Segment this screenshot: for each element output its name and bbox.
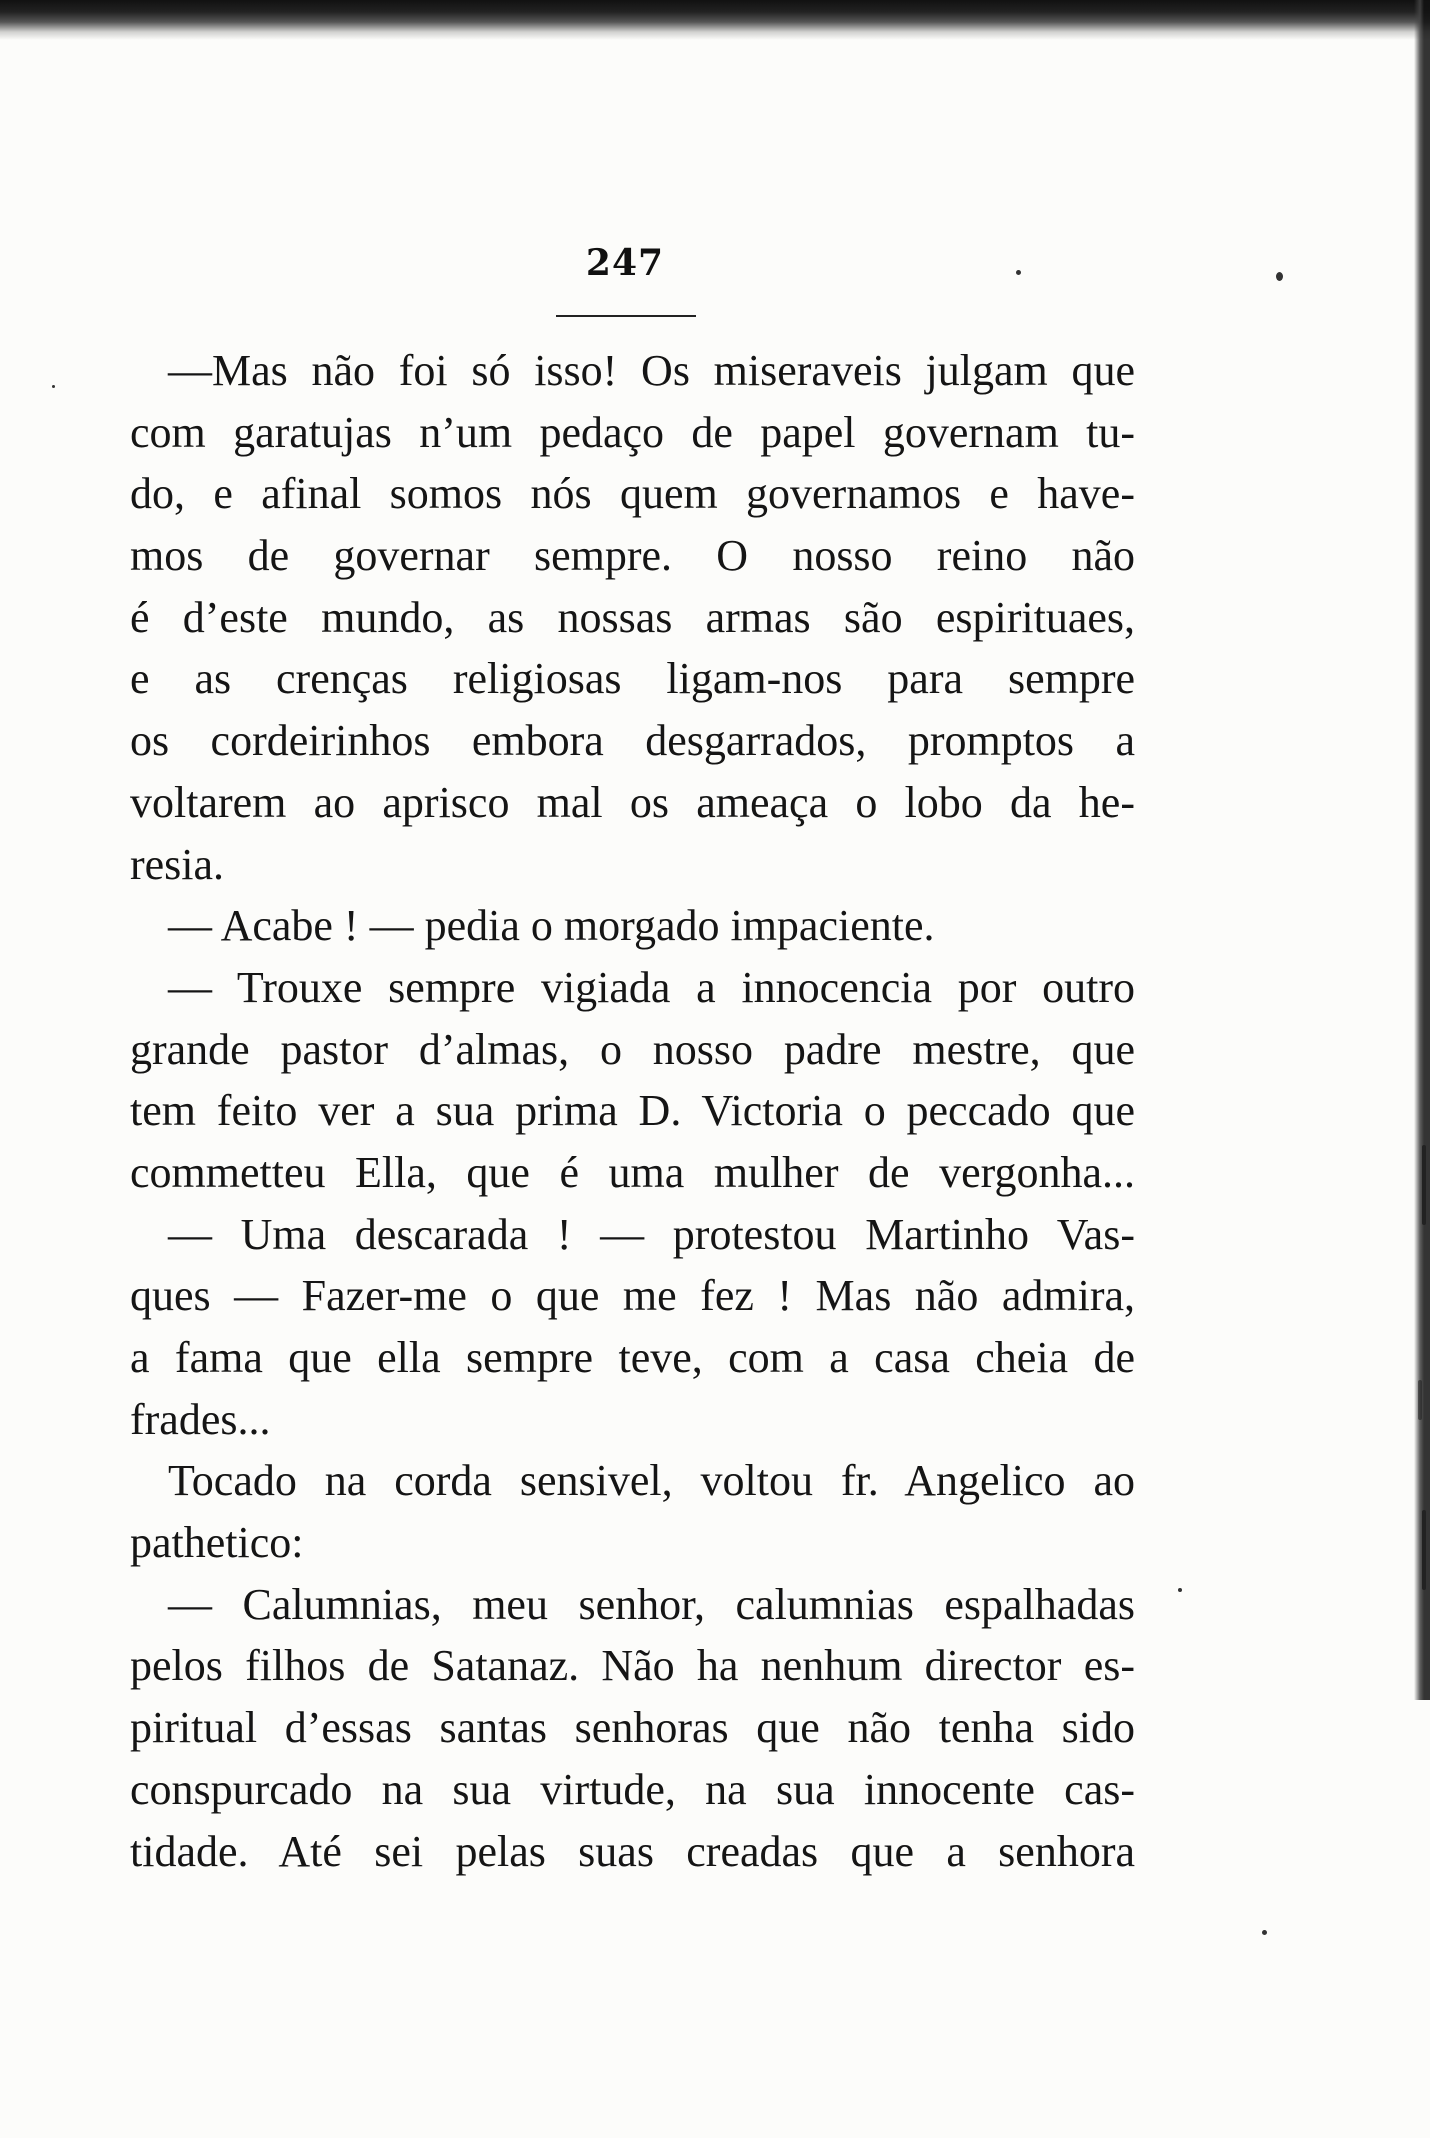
text-line: resia.	[130, 839, 225, 889]
text-line: ques — Fazer-me o que me fez ! Mas não admira,	[130, 1271, 1135, 1321]
text-line: conspurcado na sua virtude, na sua innocente cas-	[130, 1764, 1135, 1814]
text-line: com garatujas n’um pedaço de papel governam tu-	[130, 407, 1135, 457]
text-line: os cordeirinhos embora desgarrados, promptos a	[130, 716, 1135, 766]
text-line: tidade. Até sei pelas suas creadas que a senhora	[130, 1826, 1135, 1876]
ink-speck	[1016, 270, 1021, 275]
text-line: piritual d’essas santas senhoras que não tenha sido	[130, 1703, 1135, 1753]
text-line: grande pastor d’almas, o nosso padre mestre, que	[130, 1024, 1135, 1074]
text-line: — Trouxe sempre vigiada a innocencia por outro	[168, 962, 1135, 1012]
text-line: Tocado na corda sensivel, voltou fr. Angelico ao	[168, 1456, 1135, 1506]
scan-right-edge-shadow	[1414, 0, 1430, 1700]
text-line: frades...	[130, 1394, 271, 1444]
text-line: commetteu Ella, que é uma mulher de vergonha...	[130, 1147, 1135, 1197]
scan-edge-mark	[1418, 1380, 1422, 1420]
text-line: — Acabe ! — pedia o morgado impaciente.	[168, 901, 935, 951]
text-line: — Uma descarada ! — protestou Martinho Vas-	[168, 1209, 1135, 1259]
text-line: pathetico:	[130, 1518, 304, 1568]
text-line: tem feito ver a sua prima D. Victoria o peccado que	[130, 1086, 1135, 1136]
text-line: é d’este mundo, as nossas armas são espirituaes,	[130, 592, 1135, 642]
text-line: a fama que ella sempre teve, com a casa cheia de	[130, 1333, 1135, 1382]
text-line: voltarem ao aprisco mal os ameaça o lobo da he-	[130, 777, 1135, 827]
scan-top-edge-shadow	[0, 0, 1430, 40]
text-line: do, e afinal somos nós quem governamos e have-	[130, 469, 1135, 519]
page-number: 247	[585, 242, 665, 284]
text-line: — Calumnias, meu senhor, calumnias espalhadas	[168, 1579, 1135, 1629]
scan-edge-mark	[1422, 1145, 1426, 1225]
ink-speck	[1276, 272, 1283, 281]
scan-edge-mark	[1422, 1510, 1426, 1590]
text-line: pelos filhos de Satanaz. Não ha nenhum director es-	[130, 1641, 1135, 1691]
ink-speck	[1262, 1930, 1267, 1935]
header-rule	[556, 315, 696, 317]
ink-speck	[52, 385, 55, 388]
ink-speck	[1178, 1588, 1182, 1592]
text-line: mos de governar sempre. O nosso reino não	[130, 531, 1135, 581]
text-line: e as crenças religiosas ligam-nos para sempre	[130, 654, 1135, 704]
body-text	[130, 340, 1135, 1882]
text-line: —Mas não foi só isso! Os miseraveis julgam que	[168, 346, 1135, 395]
